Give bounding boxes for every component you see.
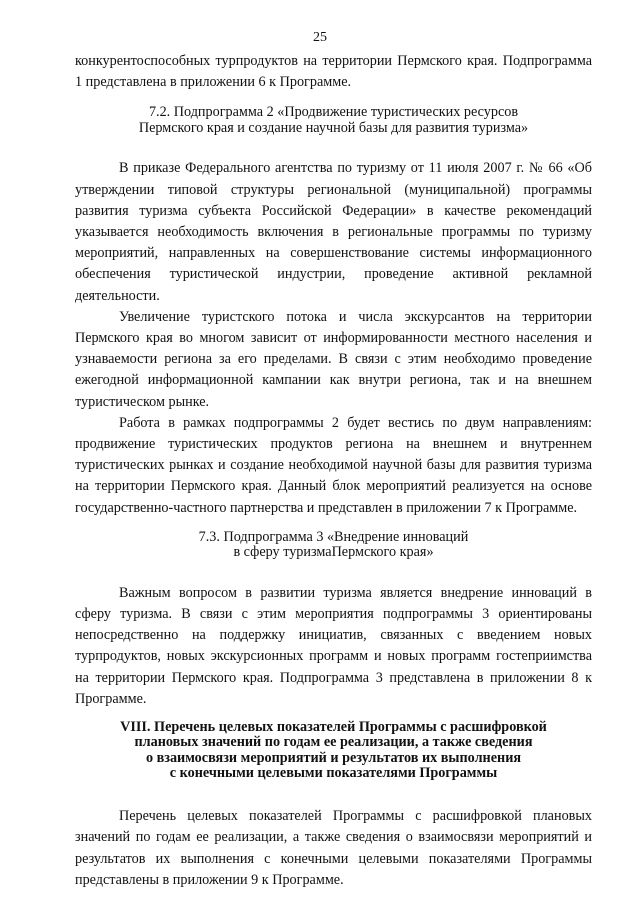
- section-7-2-paragraph-3: Работа в рамках подпрограммы 2 будет вестись по двум направлениям: продвижение туристических продуктов региона на внешнем и внутреннем туристических рынках и создание необходимой научной базы для развития туризма на территории Пермского края. Данный блок мероприятий реализуется на основе государственно-частного партнерства и представлен в приложении 7 к Программе.: [75, 414, 592, 516]
- section-7-3-heading: [75, 530, 592, 561]
- intro-paragraph: конкурентоспособных турпродуктов на территории Пермского края. Подпрограмма 1 представлена в приложении 6 к Программе.: [75, 53, 592, 91]
- section-8-heading-line-4: с конечными целевыми показателями Программы: [169, 764, 498, 781]
- page-number: 25: [313, 30, 327, 45]
- page-content: [75, 51, 592, 891]
- section-7-3-heading-line-2: в сферу туризмаПермского края»: [233, 544, 434, 561]
- section-7-2-paragraph-1: В приказе Федерального агентства по туризму от 11 июля 2007 г. № 66 «Об утверждении типовой структуры региональной (муниципальной) программы развития туризма субъекта Российской Федерации» в качестве рекомендаций указывается необходимость включения в региональные программы по туризму мероприятий, направленных на совершенствование системы информационного обеспечения туристической индустрии, проведение активной рекламной деятельности.: [75, 160, 592, 304]
- section-8-heading-line-1: VIII. Перечень целевых показателей Программы с расшифровкой: [120, 719, 547, 736]
- section-7-2-heading-line-2: Пермского края и создание научной базы для развития туризма»: [138, 119, 529, 136]
- section-8-heading-line-3: о взаимосвязи мероприятий и результатов их выполнения: [145, 749, 522, 766]
- section-8-heading: [75, 720, 592, 781]
- section-8-heading-line-2: плановых значений по годам ее реализации, а также сведения: [134, 734, 533, 751]
- section-7-3-heading-line-1: 7.3. Подпрограмма 3 «Внедрение инноваций: [198, 528, 469, 545]
- section-7-2-paragraph-2: Увеличение туристского потока и числа экскурсантов на территории Пермского края во многом зависит от информированности местного населения и узнаваемости региона за его пределами. В связи с этим необходимо проведение ежегодной информационной кампании как внутри региона, так и на внешнем туристическом рынке.: [75, 308, 592, 410]
- section-7-2-heading-line-1: 7.2. Подпрограмма 2 «Продвижение туристических ресурсов: [148, 104, 519, 121]
- section-7-2-heading: [75, 105, 592, 136]
- section-7-3-paragraph-1: Важным вопросом в развитии туризма является внедрение инноваций в сферу туризма. В связи с этим мероприятия подпрограммы 3 ориентированы непосредственно на поддержку инициатив, связанных с введением новых турпродуктов, новых экскурсионных программ и новых программ гостеприимства на территории Пермского края. Подпрограмма 3 представлена в приложении 8 к Программе.: [75, 584, 592, 707]
- section-8-paragraph-1: Перечень целевых показателей Программы с расшифровкой плановых значений по годам ее реализации, а также сведения о взаимосвязи мероприятий и результатов их выполнения с конечными целевыми показателями Программы представлены в приложении 9 к Программе.: [75, 808, 592, 888]
